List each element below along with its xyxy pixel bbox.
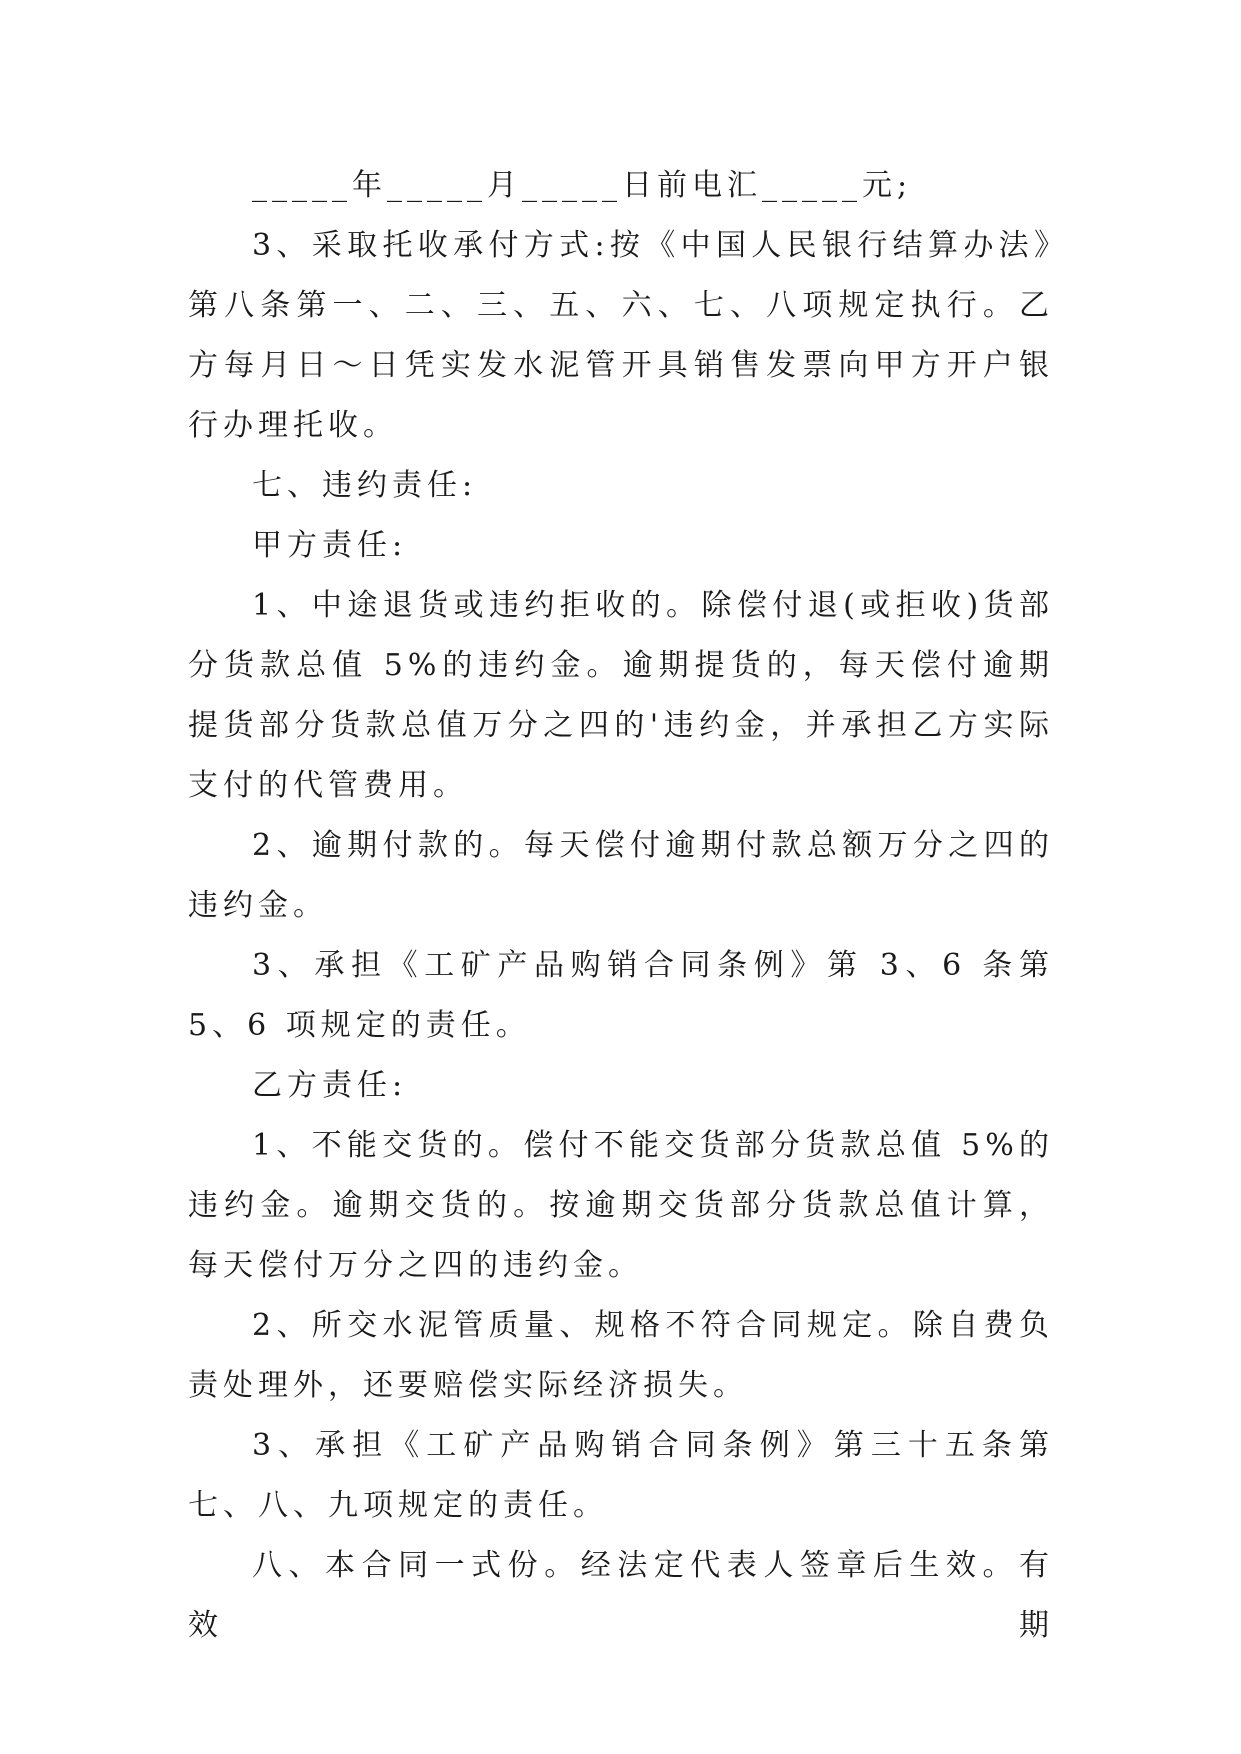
party-b-clause-1: 1、不能交货的。偿付不能交货部分货款总值 5%的违约金。逾期交货的。按逾期交货部分货款总值计算，每天偿付万分之四的违约金。	[188, 1128, 1054, 1283]
party-b-liability-heading: 乙方责任:	[252, 1068, 408, 1103]
party-a-liability-heading: 甲方责任:	[252, 528, 408, 563]
party-a-clause-1: 1、中途退货或违约拒收的。除偿付退(或拒收)货部分货款总值 5%的违约金。逾期提货的，每天偿付逾期提货部分货款总值万分之四的'违约金，并承担乙方实际支付的代管费用。	[188, 588, 1054, 803]
party-a-clause-3: 3、承担《工矿产品购销合同条例》第 3、6 条第 5、6 项规定的责任。	[188, 948, 1069, 1043]
party-b-clause-3: 3、承担《工矿产品购销合同条例》第三十五条第七、八、九项规定的责任。	[188, 1428, 1054, 1523]
section-eight-validity-clause: 八、本合同一式份。经法定代表人签章后生效。有效期	[188, 1548, 1054, 1643]
party-b-clause-2: 2、所交水泥管质量、规格不符合同规定。除自费负责处理外，还要赔偿实际经济损失。	[188, 1308, 1054, 1403]
party-a-clause-2: 2、逾期付款的。每天偿付逾期付款总额万分之四的违约金。	[188, 828, 1054, 923]
payment-schedule-line: _____年_____月_____日前电汇_____元;	[252, 168, 913, 203]
collection-method-clause: 3、采取托收承付方式:按《中国人民银行结算办法》第八条第一、二、三、五、六、七、八项规定执行。乙方每月日～日凭实发水泥管开具销售发票向甲方开户银行办理托收。	[188, 228, 1054, 443]
contract-body	[188, 156, 1069, 1656]
section-heading-breach-liability: 七、违约责任:	[252, 468, 478, 503]
